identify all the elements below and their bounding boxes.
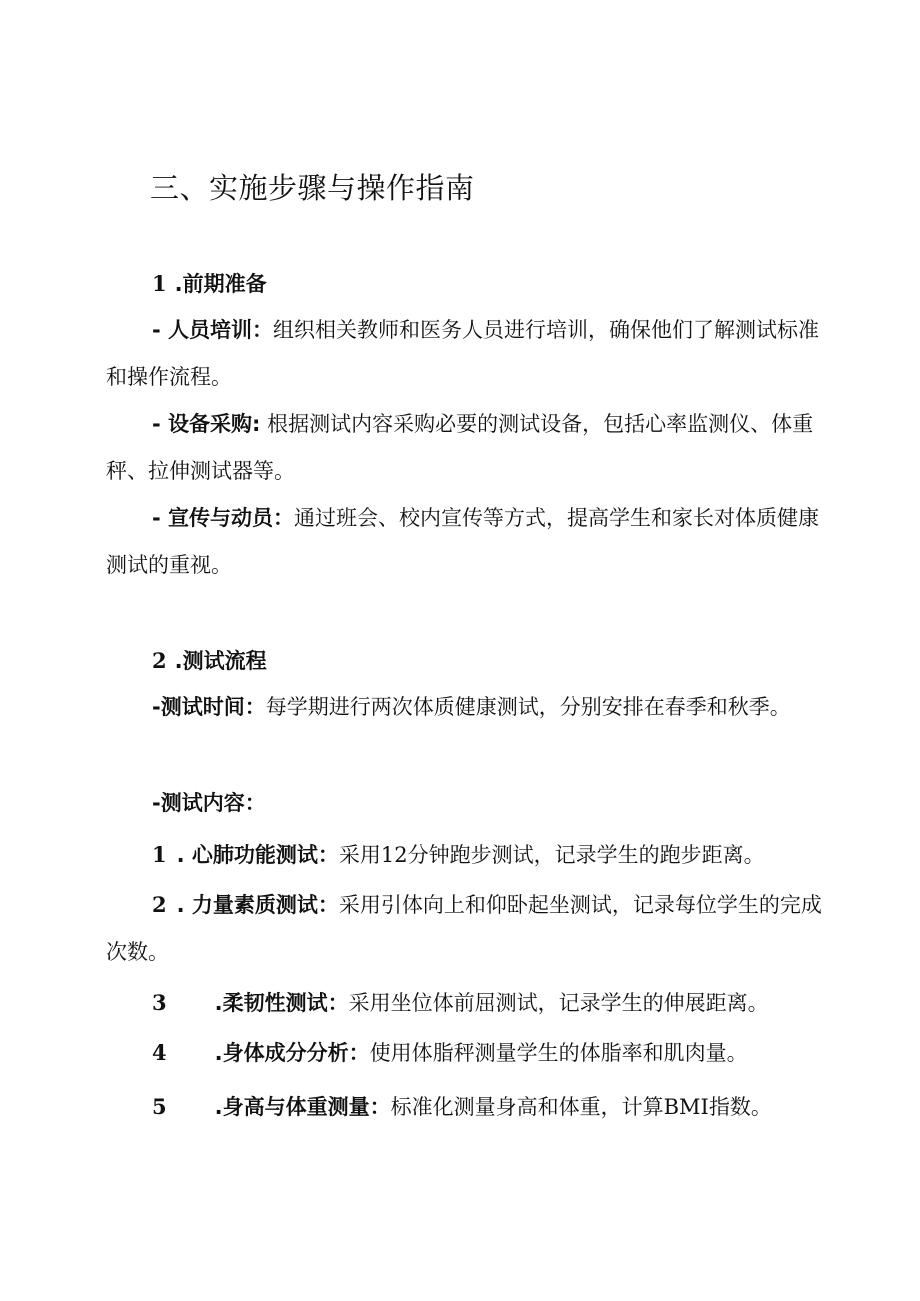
paragraph-training (106, 307, 822, 401)
subsection-heading-process (106, 637, 822, 685)
paragraph-equipment (106, 401, 822, 495)
item-text: 标准化测量身高和体重，计算BMI指数。 (390, 1095, 772, 1119)
publicity-label: - 宣传与动员： (152, 506, 295, 530)
equipment-text: 根据测试内容采购必要的测试设备，包括心率监测仪、体重秤、拉伸测试器等。 (106, 412, 814, 483)
heading-text: .前期准备 (174, 272, 267, 296)
training-text: 组织相关教师和医务人员进行培训，确保他们了解测试标准和操作流程。 (106, 318, 820, 389)
item-label: .柔韧性测试： (214, 991, 349, 1015)
test-time-label: -测试时间： (152, 695, 266, 719)
list-item (106, 881, 822, 976)
item-text: 采用引体向上和仰卧起坐测试，记录每位学生的完成次数。 (106, 893, 822, 964)
heading-number: 2 (152, 648, 167, 673)
item-number: 3 (152, 990, 167, 1015)
test-time-text: 每学期进行两次体质健康测试，分别安排在春季和秋季。 (265, 695, 791, 719)
test-content-label: -测试内容： (152, 791, 266, 815)
training-label: - 人员培训： (152, 318, 274, 342)
list-item (106, 1083, 822, 1131)
item-text: 采用坐位体前屈测试，记录学生的伸展距离。 (348, 991, 769, 1015)
list-item (106, 979, 822, 1027)
item-text: 使用体脂秤测量学生的体脂率和肌肉量。 (369, 1041, 748, 1065)
equipment-label: - 设备采购: (152, 412, 261, 436)
heading-text: .测试流程 (174, 649, 267, 673)
paragraph-test-time (106, 684, 822, 731)
section-title: 三、实施步骤与操作指南 (150, 171, 475, 205)
item-label: . 力量素质测试： (176, 893, 339, 917)
list-item (106, 831, 822, 879)
item-label: . 心肺功能测试： (176, 843, 339, 867)
paragraph-publicity (106, 495, 822, 589)
item-label: .身体成分分析： (214, 1041, 370, 1065)
publicity-text: 通过班会、校内宣传等方式，提高学生和家长对体质健康测试的重视。 (106, 506, 820, 577)
item-text: 采用12分钟跑步测试，记录学生的跑步距离。 (338, 843, 765, 867)
item-number: 4 (152, 1040, 167, 1065)
item-number: 5 (152, 1094, 167, 1119)
item-label: .身高与体重测量： (214, 1095, 391, 1119)
heading-number: 1 (152, 271, 167, 296)
item-number: 1 (152, 842, 167, 867)
item-number: 2 (152, 892, 167, 917)
paragraph-test-content (106, 780, 822, 827)
list-item (106, 1029, 822, 1077)
subsection-heading-prep (106, 260, 822, 308)
